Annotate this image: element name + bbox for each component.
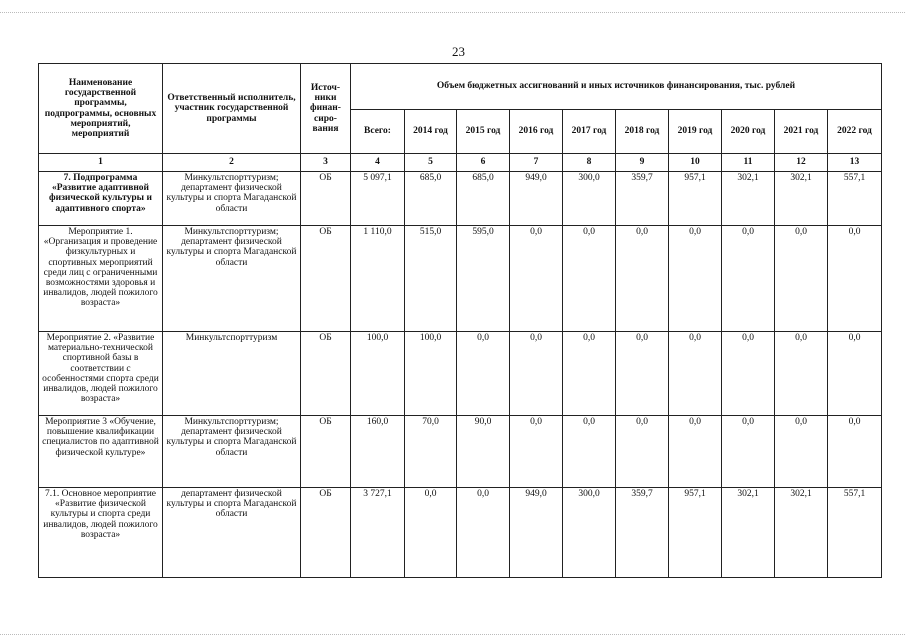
table-row <box>39 226 882 332</box>
row-value: 557,1 <box>828 488 882 578</box>
row-value: 0,0 <box>616 332 669 416</box>
row-value: 302,1 <box>775 172 828 226</box>
row-value: 0,0 <box>669 226 722 332</box>
table-row <box>39 416 882 488</box>
row-name: Мероприятие 2. «Развитие материально-технической спортивной базы в соответствии с особенностями спорта среди инвалидов, людей пожилого возраста» <box>39 332 163 416</box>
column-number: 12 <box>775 154 828 172</box>
row-value: 957,1 <box>669 172 722 226</box>
row-value: 0,0 <box>405 488 457 578</box>
table-row <box>39 332 882 416</box>
row-value: 595,0 <box>457 226 510 332</box>
row-responsible: департамент физической культуры и спорта Магаданской области <box>163 488 301 578</box>
row-value: 949,0 <box>510 172 563 226</box>
header-year: 2016 год <box>510 110 563 154</box>
column-number: 10 <box>669 154 722 172</box>
row-value: 0,0 <box>616 226 669 332</box>
row-source: ОБ <box>301 416 351 488</box>
row-source: ОБ <box>301 488 351 578</box>
row-name: 7. Подпрограмма «Развитие адаптивной физической культуры и адаптивного спорта» <box>39 172 163 226</box>
row-value: 5 097,1 <box>351 172 405 226</box>
row-value: 1 110,0 <box>351 226 405 332</box>
budget-table <box>38 63 882 578</box>
row-value: 302,1 <box>722 172 775 226</box>
column-number: 9 <box>616 154 669 172</box>
row-value: 0,0 <box>722 332 775 416</box>
row-value: 0,0 <box>457 332 510 416</box>
header-year: 2019 год <box>669 110 722 154</box>
page-number: 23 <box>452 44 465 59</box>
row-name: Мероприятие 3 «Обучение, повышение квалификации специалистов по адаптивной физической культуре» <box>39 416 163 488</box>
column-number: 6 <box>457 154 510 172</box>
header-year: 2018 год <box>616 110 669 154</box>
column-number: 11 <box>722 154 775 172</box>
header-budget: Объем бюджетных ассигнований и иных источников финансирования, тыс. рублей <box>351 64 882 110</box>
row-value: 0,0 <box>510 226 563 332</box>
row-value: 0,0 <box>616 416 669 488</box>
row-responsible: Минкультспорттуризм <box>163 332 301 416</box>
column-number: 2 <box>163 154 301 172</box>
row-value: 0,0 <box>563 226 616 332</box>
row-value: 359,7 <box>616 172 669 226</box>
row-value: 957,1 <box>669 488 722 578</box>
table-row <box>39 488 882 578</box>
row-source: ОБ <box>301 172 351 226</box>
row-value: 160,0 <box>351 416 405 488</box>
column-number: 8 <box>563 154 616 172</box>
column-number: 3 <box>301 154 351 172</box>
row-value: 302,1 <box>775 488 828 578</box>
row-value: 0,0 <box>563 332 616 416</box>
row-source: ОБ <box>301 332 351 416</box>
header-year: 2020 год <box>722 110 775 154</box>
header-year: 2021 год <box>775 110 828 154</box>
column-number: 7 <box>510 154 563 172</box>
row-value: 557,1 <box>828 172 882 226</box>
row-value: 515,0 <box>405 226 457 332</box>
column-number: 5 <box>405 154 457 172</box>
row-value: 0,0 <box>775 332 828 416</box>
row-value: 0,0 <box>669 332 722 416</box>
row-value: 359,7 <box>616 488 669 578</box>
row-value: 949,0 <box>510 488 563 578</box>
row-value: 0,0 <box>563 416 616 488</box>
table-row <box>39 172 882 226</box>
row-value: 0,0 <box>722 416 775 488</box>
row-value: 300,0 <box>563 488 616 578</box>
row-value: 0,0 <box>828 332 882 416</box>
row-value: 685,0 <box>405 172 457 226</box>
row-name: 7.1. Основное мероприятие «Развитие физической культуры и спорта среди инвалидов, людей пожилого возраста» <box>39 488 163 578</box>
row-value: 100,0 <box>405 332 457 416</box>
column-number-row <box>39 154 882 172</box>
header-row-1 <box>39 64 882 110</box>
row-value: 300,0 <box>563 172 616 226</box>
header-source: Источ-ники финан-сиро-вания <box>301 64 351 154</box>
row-value: 90,0 <box>457 416 510 488</box>
row-value: 0,0 <box>510 416 563 488</box>
header-year: 2014 год <box>405 110 457 154</box>
row-value: 0,0 <box>828 416 882 488</box>
row-value: 0,0 <box>775 416 828 488</box>
row-value: 0,0 <box>828 226 882 332</box>
row-value: 302,1 <box>722 488 775 578</box>
header-year: 2022 год <box>828 110 882 154</box>
row-value: 100,0 <box>351 332 405 416</box>
header-responsible: Ответственный исполнитель, участник государственной программы <box>163 64 301 154</box>
row-responsible: Минкультспорттуризм; департамент физической культуры и спорта Магаданской области <box>163 416 301 488</box>
column-number: 1 <box>39 154 163 172</box>
row-source: ОБ <box>301 226 351 332</box>
row-value: 0,0 <box>722 226 775 332</box>
column-number: 4 <box>351 154 405 172</box>
row-value: 0,0 <box>669 416 722 488</box>
header-year: Всего: <box>351 110 405 154</box>
row-value: 3 727,1 <box>351 488 405 578</box>
row-name: Мероприятие 1. «Организация и проведение физкультурных и спортивных мероприятий среди лиц с ограниченными возможностями здоровья и инвалидов, людей пожилого возраста» <box>39 226 163 332</box>
column-number: 13 <box>828 154 882 172</box>
row-value: 0,0 <box>775 226 828 332</box>
row-value: 0,0 <box>457 488 510 578</box>
header-name: Наименование государственной программы, подпрограммы, основных мероприятий, мероприятий <box>39 64 163 154</box>
row-value: 0,0 <box>510 332 563 416</box>
row-responsible: Минкультспорттуризм; департамент физической культуры и спорта Магаданской области <box>163 226 301 332</box>
header-year: 2015 год <box>457 110 510 154</box>
header-year: 2017 год <box>563 110 616 154</box>
row-value: 70,0 <box>405 416 457 488</box>
row-value: 685,0 <box>457 172 510 226</box>
row-responsible: Минкультспорттуризм; департамент физической культуры и спорта Магаданской области <box>163 172 301 226</box>
